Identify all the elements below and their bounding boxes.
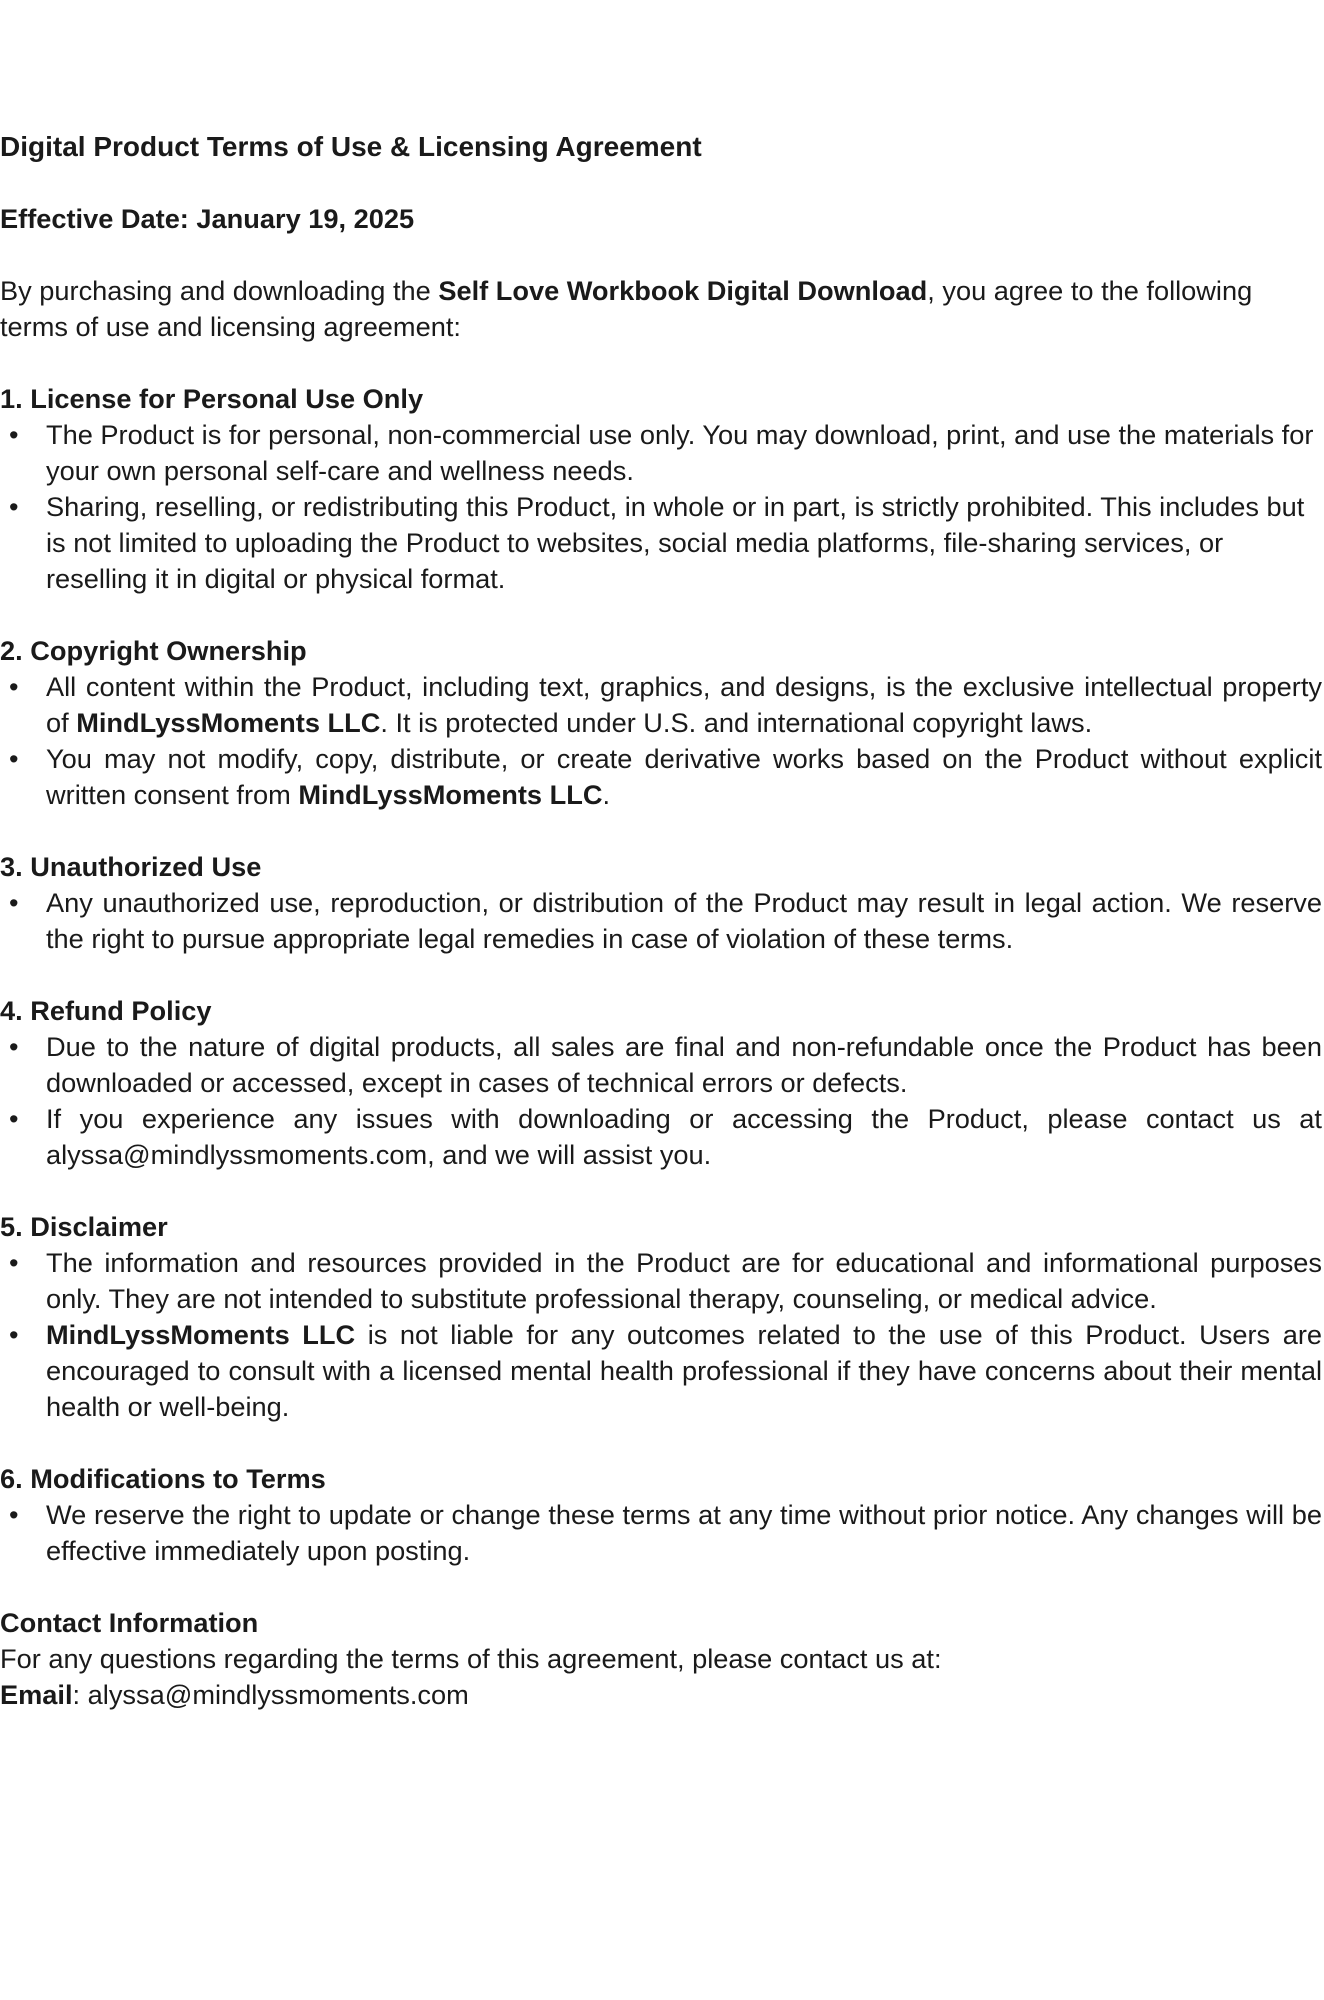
bullet-list [0,669,1322,813]
bullet-list [0,885,1322,957]
list-item [0,741,1322,813]
contact-line: For any questions regarding the terms of this agreement, please contact us at: [0,1643,942,1674]
product-name: Self Love Workbook Digital Download [438,275,928,306]
document-title: Digital Product Terms of Use & Licensing Agreement [0,131,702,162]
company-name: MindLyssMoments LLC [298,779,603,810]
spacer [0,345,1322,381]
section-contact [0,1605,1322,1713]
spacer [0,597,1322,633]
bullet-list [0,1029,1322,1173]
section-heading: 3. Unauthorized Use [0,851,262,882]
section-copyright [0,633,1322,813]
section-refund-policy [0,993,1322,1173]
section-disclaimer [0,1209,1322,1425]
intro-text-after: , you agree to the following terms of use and licensing agreement: [0,275,1253,342]
intro-paragraph [0,273,1322,345]
list-item-text: . It is protected under U.S. and international copyright laws. [380,707,1093,738]
list-item: • The Product is for personal, non-commercial use only. You may download, print, and use the materials for your own personal self-care and wellness needs. [0,417,1322,489]
email-label: Email [0,1679,73,1710]
company-name: MindLyssMoments LLC [46,1319,356,1350]
section-heading: 2. Copyright Ownership [0,635,307,666]
list-item: • We reserve the right to update or change these terms at any time without prior notice. Any changes will be effective immediately upon posting. [0,1497,1322,1569]
intro-text-before: By purchasing and downloading the [0,275,439,306]
company-name: MindLyssMoments LLC [76,707,381,738]
contact-heading: Contact Information [0,1607,259,1638]
list-item-text: All content within the Product, including text, graphics, and designs, is the exclusive intellectual property of [46,671,1322,738]
bullet-list [0,1497,1322,1569]
spacer [0,1569,1322,1605]
list-item: • The information and resources provided in the Product are for educational and informational purposes only. They are not intended to substitute professional therapy, counseling, or medical advice. [0,1245,1322,1317]
spacer [0,1173,1322,1209]
list-item [0,669,1322,741]
terms-document [0,129,1322,1713]
section-modifications [0,1461,1322,1569]
section-heading: 5. Disclaimer [0,1211,168,1242]
list-item: • Sharing, reselling, or redistributing this Product, in whole or in part, is strictly prohibited. This includes but is not limited to uploading the Product to websites, social media platforms, file-sharing services, or reselling it in digital or physical format. [0,489,1322,597]
list-item-text: . [602,779,611,810]
bullet-list [0,417,1322,597]
spacer [0,165,1322,201]
list-item: • Any unauthorized use, reproduction, or distribution of the Product may result in legal action. We reserve the right to pursue appropriate legal remedies in case of violation of these terms. [0,885,1322,957]
section-heading: 6. Modifications to Terms [0,1463,326,1494]
list-item [0,1317,1322,1425]
section-unauthorized-use [0,849,1322,957]
section-heading: 4. Refund Policy [0,995,212,1026]
spacer [0,813,1322,849]
spacer [0,957,1322,993]
list-item: • If you experience any issues with downloading or accessing the Product, please contact us at alyssa@mindlyssmoments.com, and we will assist you. [0,1101,1322,1173]
list-item: • Due to the nature of digital products, all sales are final and non-refundable once the Product has been downloaded or accessed, except in cases of technical errors or defects. [0,1029,1322,1101]
bullet-list [0,1245,1322,1425]
contact-email-line [0,1677,1322,1713]
section-license [0,381,1322,597]
section-heading: 1. License for Personal Use Only [0,383,424,414]
spacer [0,1425,1322,1461]
list-item-text: is not liable for any outcomes related to the use of this Product. Users are encouraged to consult with a licensed mental health professional if they have concerns about their mental health or well-being. [46,1319,1322,1422]
spacer [0,237,1322,273]
list-item-text: You may not modify, copy, distribute, or create derivative works based on the Product without explicit written consent from [46,743,1322,810]
effective-date: Effective Date: January 19, 2025 [0,203,415,234]
email-value: : alyssa@mindlyssmoments.com [72,1679,469,1710]
